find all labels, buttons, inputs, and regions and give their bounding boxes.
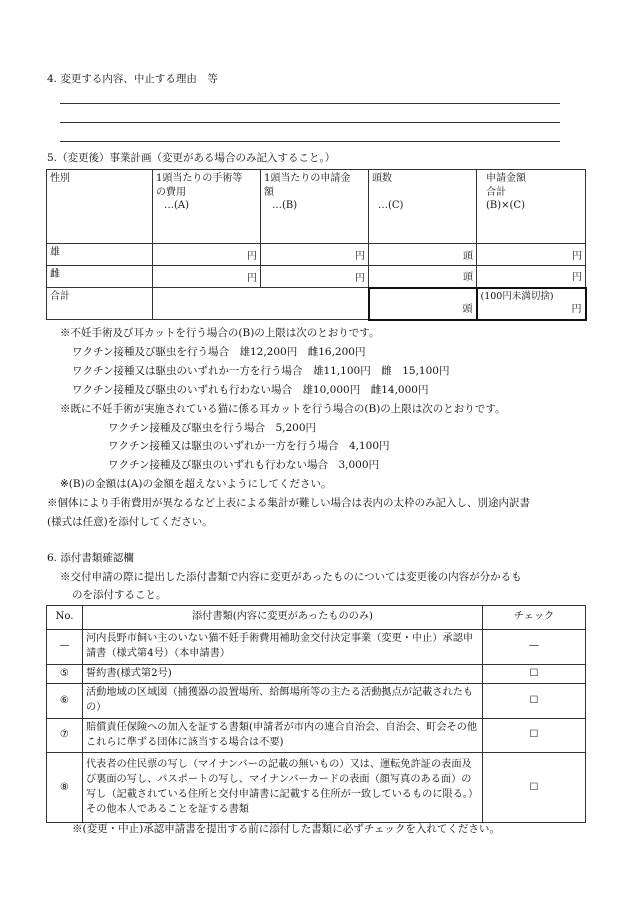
header-heads: 頭数 …(C) [369,170,477,244]
attachment-header-row [47,606,586,630]
plan-header-row [47,170,586,244]
note-2: ワクチン接種又は駆虫のいずれか一方を行う場合 雄11,100円 雌 15,100円 [72,365,450,377]
note-4: ※既に不妊手術が実施されている猫に係る耳カットを行う場合の(B)の上限は次のとおりです。 [60,403,506,415]
section6-intro-line-2: のを添付すること。 [72,589,167,601]
attachment-checkbox[interactable]: ☐ [483,684,586,719]
business-plan-table [46,169,587,321]
plan-row-male [47,244,586,266]
female-total-cell[interactable]: 円 [477,266,586,288]
section6-intro-line-1: ※交付申請の際に提出した添付書類で内容に変更があったものについては変更後の内容が分かるも [60,571,522,583]
female-heads-cell[interactable]: 頭 [369,266,477,288]
male-heads-cell[interactable]: 頭 [369,244,477,266]
note-7: ワクチン接種及び駆虫のいずれも行わない場合 3,000円 [108,459,380,471]
attachment-table [46,605,586,823]
section6-title: 6. 添付書類確認欄 [47,552,134,564]
header-check: チェック [483,606,586,630]
section5-title: 5.（変更後）事業計画（変更がある場合のみ記入すること。） [47,152,336,164]
attachment-doc: 河内長野市飼い主のいない猫不妊手術費用補助金交付決定事業（変更・中止）承認申請書（様式第4号）（本申請書） [83,630,483,665]
header-cost: 1頭当たりの手術等 の費用 …(A) [153,170,261,244]
header-total: 申請金額 合計 (B)×(C) [477,170,586,244]
sum-total-unit: 円 [571,304,582,316]
row-label-female: 雌 [47,266,153,288]
attachment-row [47,684,586,719]
footnote-line-2: (様式は任意)を添付してください。 [47,516,213,528]
attachment-doc: 活動地域の区域図（捕獲器の設置場所、給餌場所等の主たる活動拠点が記載されたもの） [83,684,483,719]
sum-total-cell[interactable] [477,288,586,320]
attachment-no: ⑧ [47,753,83,823]
header-amount: 1頭当たりの申請金 額 …(B) [261,170,369,244]
footnote-line-1: ※個体により手術費用が異なるなど上表による集計が難しい場合は表内の太枠のみ記入し、別途内訳書 [47,497,530,509]
writing-line-2[interactable] [60,122,560,123]
note-1: ワクチン接種及び駆虫を行う場合 雄12,200円 雌16,200円 [72,346,366,358]
note-3: ワクチン接種及び駆虫のいずれも行わない場合 雄10,000円 雌14,000円 [72,384,429,396]
header-sex: 性別 [47,170,153,244]
section4-title: 4. 変更する内容、中止する理由 等 [47,73,218,85]
male-amount-cell[interactable]: 円 [261,244,369,266]
writing-line-1[interactable] [60,103,560,104]
note-0: ※不妊手術及び耳カットを行う場合の(B)の上限は次のとおりです。 [60,327,380,339]
attachment-checkbox[interactable]: ☐ [483,753,586,823]
female-cost-cell[interactable]: 円 [153,266,261,288]
male-total-cell[interactable]: 円 [477,244,586,266]
attachment-no: ⑦ [47,718,83,753]
attachment-doc: 誓約書(様式第2号) [83,664,483,684]
attachment-checkbox[interactable]: ☐ [483,718,586,753]
attachment-doc: 賠償責任保険への加入を証する書類(申請者が市内の連合自治会、自治会、町会その他これらに準ずる団体に該当する場合は不要) [83,718,483,753]
note-5: ワクチン接種及び駆虫を行う場合 5,200円 [108,422,317,434]
attachment-row [47,718,586,753]
plan-row-female [47,266,586,288]
header-no: No. [47,606,83,630]
plan-row-sum [47,288,586,320]
attachment-row [47,630,586,665]
female-amount-cell[interactable]: 円 [261,266,369,288]
attachment-row [47,664,586,684]
sum-heads-cell[interactable]: 頭 [369,288,477,320]
sum-total-note: (100円未満切捨) [480,290,554,302]
attachment-checkbox[interactable]: ☐ [483,664,586,684]
attachment-no: ⑥ [47,684,83,719]
row-label-sum: 合計 [47,288,153,320]
writing-line-3[interactable] [60,141,560,142]
note-8: ※(B)の金額は(A)の金額を超えないようにしてください。 [60,478,332,490]
attachment-row [47,753,586,823]
attachment-check-dash: — [483,630,586,665]
attachment-no: ⑤ [47,664,83,684]
header-doc: 添付書類(内容に変更があったもののみ) [83,606,483,630]
attachment-no: — [47,630,83,665]
row-label-male: 雄 [47,244,153,266]
closing-note: ※(変更・中止)承認申請書を提出する前に添付した書類に必ずチェックを入れてください。 [72,823,500,835]
male-cost-cell[interactable]: 円 [153,244,261,266]
sum-blank-cell [153,288,369,320]
note-6: ワクチン接種又は駆虫のいずれか一方を行う場合 4,100円 [108,440,390,452]
attachment-doc: 代表者の住民票の写し（マイナンバーの記載の無いもの）又は、運転免許証の表面及び裏面の写し、パスポートの写し、マイナンバーカードの表面（顔写真のある面）の写し（記載されている住所と交付申請書に記載する住所が一致しているものに限る。）その他本人であることを証する書類 [83,753,483,823]
